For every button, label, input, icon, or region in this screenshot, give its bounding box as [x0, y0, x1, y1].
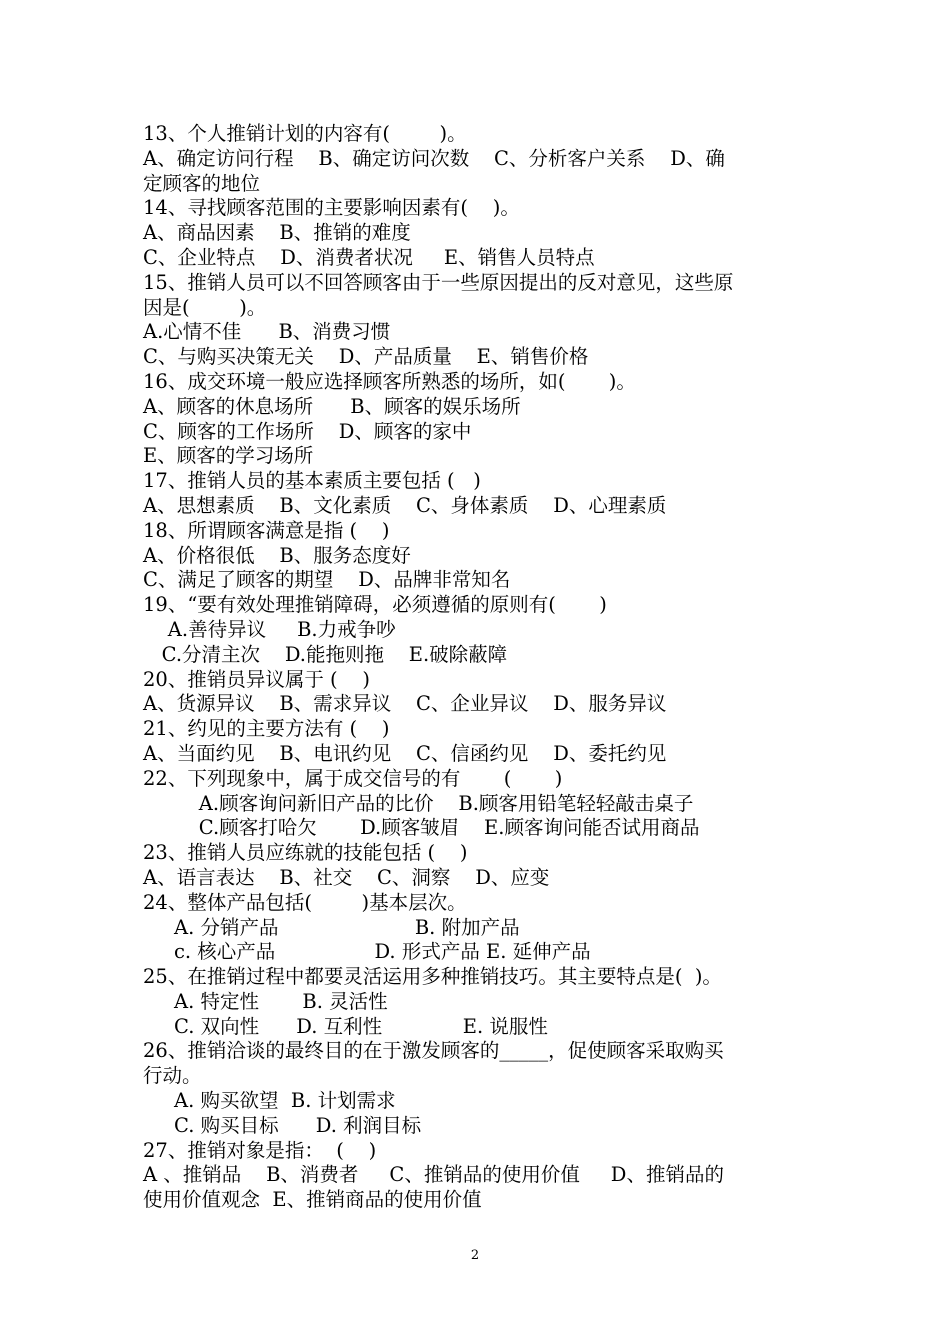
text-line: A、货源异议 B、需求异议 C、企业异议 D、服务异议: [143, 692, 667, 716]
text-line: C. 双向性 D. 互利性 E. 说服性: [143, 1014, 548, 1038]
text-line: A.善待异议 B.力戒争吵: [143, 617, 396, 641]
text-line: C、与购买决策无关 D、产品质量 E、销售价格: [143, 345, 589, 369]
text-line: 26、推销洽谈的最终目的在于激发顾客的_____，促使顾客采取购买: [143, 1039, 724, 1063]
text-line: A. 特定性 B. 灵活性: [143, 989, 388, 1013]
text-line: 24、整体产品包括( )基本层次。: [143, 890, 467, 914]
text-line: A、价格很低 B、服务态度好: [143, 543, 411, 567]
text-line: 16、成交环境一般应选择顾客所熟悉的场所，如( )。: [143, 369, 636, 393]
text-line: 20、推销员异议属于 ( ): [143, 667, 371, 691]
text-line: 定顾客的地位: [143, 171, 261, 195]
text-line: 因是( )。: [143, 295, 267, 319]
text-line: C.分清主次 D.能拖则拖 E.破除蔽障: [143, 642, 508, 666]
text-line: E、顾客的学习场所: [143, 444, 314, 468]
text-line: 使用价值观念 E、推销商品的使用价值: [143, 1188, 482, 1212]
text-line: A.顾客询问新旧产品的比价 B.顾客用铅笔轻轻敲击桌子: [143, 791, 694, 815]
text-line: A、商品因素 B、推销的难度: [143, 221, 411, 245]
text-line: A、语言表达 B、社交 C、洞察 D、应变: [143, 865, 550, 889]
text-line: 19、“要有效处理推销障碍，必须遵循的原则有( ): [143, 593, 607, 617]
text-line: C.顾客打哈欠 D.顾客皱眉 E.顾客询问能否试用商品: [143, 816, 700, 840]
text-line: 18、所谓顾客满意是指 ( ): [143, 518, 390, 542]
text-line: 25、在推销过程中都要灵活运用多种推销技巧。其主要特点是( )。: [143, 965, 722, 989]
text-line: A. 分销产品 B. 附加产品: [143, 915, 520, 939]
question-list: [143, 122, 813, 1213]
text-line: A 、推销品 B、消费者 C、推销品的使用价值 D、推销品的: [143, 1163, 724, 1187]
text-line: 22、下列现象中，属于成交信号的有 ( ): [143, 766, 563, 790]
text-line: C、企业特点 D、消费者状况 E、销售人员特点: [143, 245, 595, 269]
text-line: 14、寻找顾客范围的主要影响因素有( )。: [143, 196, 520, 220]
text-line: A、当面约见 B、电讯约见 C、信函约见 D、委托约见: [143, 741, 667, 765]
text-line: c. 核心产品 D. 形式产品 E. 延伸产品: [143, 940, 591, 964]
text-line: A.心情不佳 B、消费习惯: [143, 320, 391, 344]
text-line: A、思想素质 B、文化素质 C、身体素质 D、心理素质: [143, 493, 667, 517]
text-line: C、顾客的工作场所 D、顾客的家中: [143, 419, 472, 443]
text-line: C、满足了顾客的期望 D、品牌非常知名: [143, 568, 511, 592]
text-line: A. 购买欲望 B. 计划需求: [143, 1089, 396, 1113]
text-line: 27、推销对象是指： ( ): [143, 1138, 377, 1162]
text-line: 行动。: [143, 1064, 202, 1088]
text-line: 23、推销人员应练就的技能包括 ( ): [143, 841, 468, 865]
text-line: 17、推销人员的基本素质主要包括 ( ): [143, 469, 481, 493]
text-line: 21、约见的主要方法有 ( ): [143, 717, 390, 741]
page-number: 2: [470, 1248, 480, 1263]
text-line: C. 购买目标 D. 利润目标: [143, 1113, 422, 1137]
text-line: 15、推销人员可以不回答顾客由于一些原因提出的反对意见，这些原: [143, 270, 734, 294]
text-line: 13、个人推销计划的内容有( )。: [143, 122, 467, 145]
text-line: A、顾客的休息场所 B、顾客的娱乐场所: [143, 394, 521, 418]
text-line: A、确定访问行程 B、确定访问次数 C、分析客户关系 D、确: [143, 146, 725, 170]
